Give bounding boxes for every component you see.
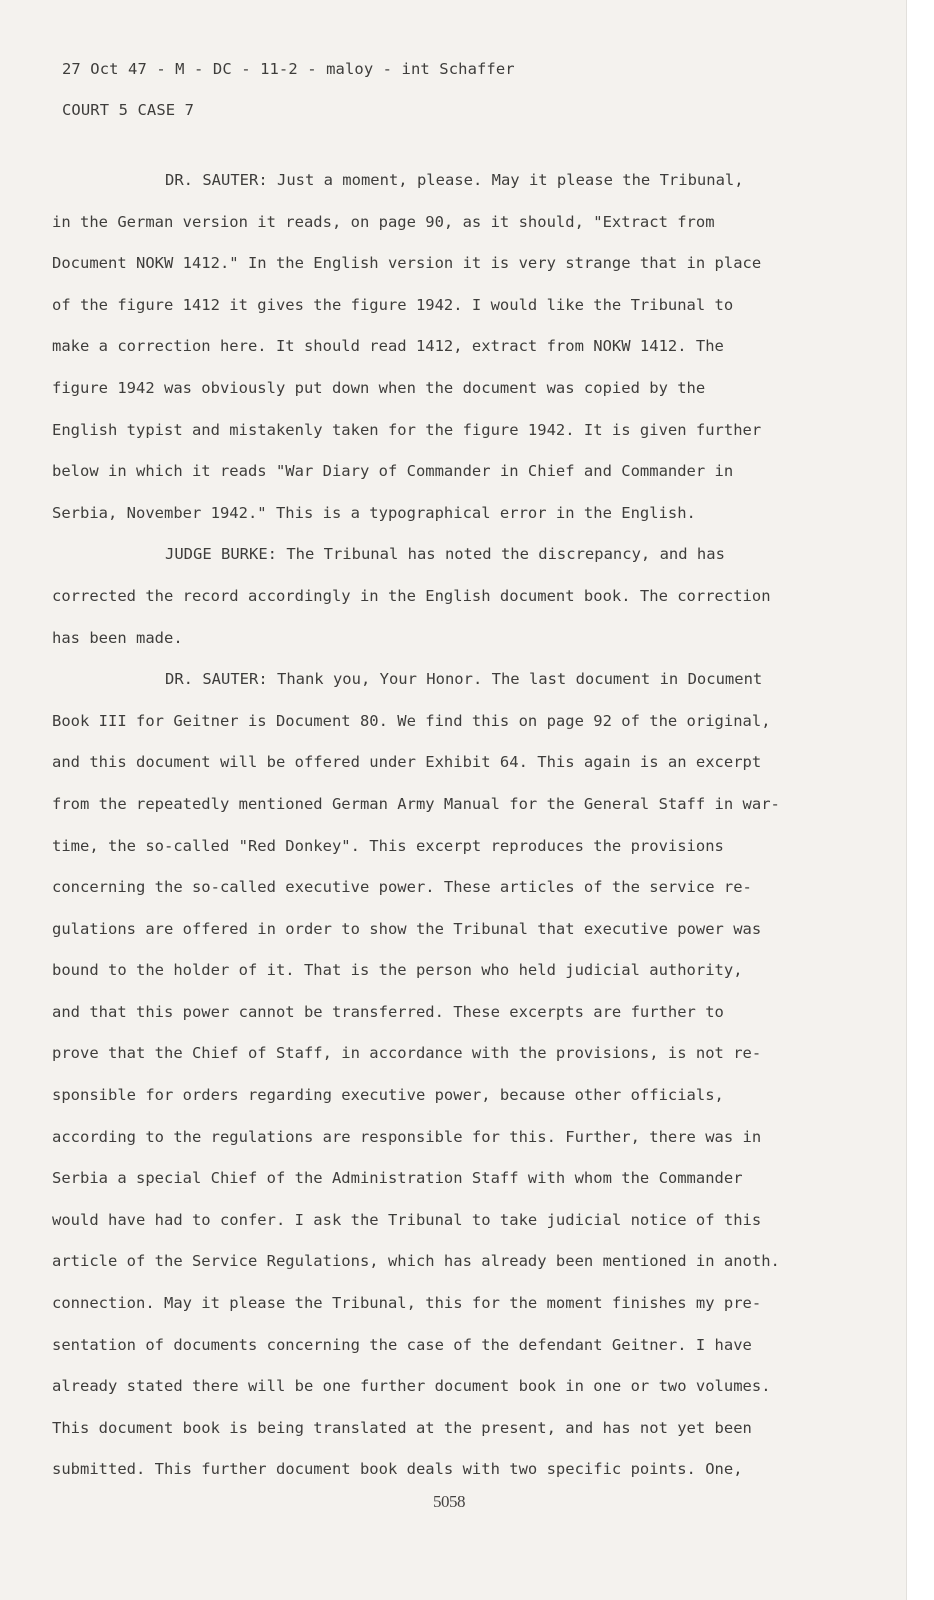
text-line: concerning the so-called executive power. These articles of the service re- (52, 878, 752, 897)
text-line: prove that the Chief of Staff, in accordance with the provisions, is not re- (52, 1044, 762, 1063)
text-line: corrected the record accordingly in the English document book. The correction (52, 586, 771, 605)
text-line: DR. SAUTER: Thank you, Your Honor. The last document in Document (165, 670, 763, 689)
text-line: already stated there will be one further document book in one or two volumes. (52, 1377, 771, 1396)
text-line: article of the Service Regulations, which has already been mentioned in anoth. (52, 1252, 780, 1271)
text-line: figure 1942 was obviously put down when the document was copied by the (52, 378, 706, 397)
text-line: make a correction here. It should read 1412, extract from NOKW 1412. The (52, 337, 724, 356)
text-line: has been made. (52, 628, 183, 647)
text-line: Serbia, November 1942." This is a typographical error in the English. (52, 503, 696, 522)
transcript-body (52, 160, 872, 1491)
text-line: DR. SAUTER: Just a moment, please. May it please the Tribunal, (165, 171, 744, 189)
text-line: Document NOKW 1412." In the English version it is very strange that in place (52, 254, 762, 273)
header-reference-line: 27 Oct 47 - M - DC - 11-2 - maloy - int Schaffer (62, 60, 515, 78)
text-line: time, the so-called "Red Donkey". This excerpt reproduces the provisions (52, 836, 724, 855)
text-line: Serbia a special Chief of the Administration Staff with whom the Commander (52, 1169, 743, 1188)
text-line: below in which it reads "War Diary of Commander in Chief and Commander in (52, 462, 734, 481)
text-line: JUDGE BURKE: The Tribunal has noted the discrepancy, and has (165, 545, 725, 564)
text-line: submitted. This further document book deals with two specific points. One, (52, 1460, 743, 1479)
header-court-case: COURT 5 CASE 7 (62, 101, 195, 119)
page-edge (906, 0, 934, 1600)
text-line: This document book is being translated at the present, and has not yet been (52, 1418, 752, 1437)
text-line: connection. May it please the Tribunal, this for the moment finishes my pre- (52, 1294, 762, 1313)
text-line: and this document will be offered under Exhibit 64. This again is an excerpt (52, 753, 762, 772)
text-line: of the figure 1412 it gives the figure 1942. I would like the Tribunal to (52, 295, 734, 314)
text-line: Book III for Geitner is Document 80. We find this on page 92 of the original, (52, 711, 771, 730)
text-line: from the repeatedly mentioned German Army Manual for the General Staff in war- (52, 794, 780, 813)
text-line: and that this power cannot be transferred. These excerpts are further to (52, 1002, 724, 1021)
page-number: 5058 (433, 1492, 465, 1511)
text-line: in the German version it reads, on page 90, as it should, "Extract from (52, 212, 715, 231)
text-line: English typist and mistakenly taken for the figure 1942. It is given further (52, 420, 762, 439)
text-line: bound to the holder of it. That is the person who held judicial authority, (52, 961, 743, 980)
text-line: according to the regulations are responsible for this. Further, there was in (52, 1127, 762, 1146)
text-line: sentation of documents concerning the case of the defendant Geitner. I have (52, 1335, 752, 1354)
text-line: sponsible for orders regarding executive power, because other officials, (52, 1086, 724, 1105)
text-line: gulations are offered in order to show the Tribunal that executive power was (52, 919, 762, 938)
text-line: would have had to confer. I ask the Tribunal to take judicial notice of this (52, 1210, 762, 1229)
